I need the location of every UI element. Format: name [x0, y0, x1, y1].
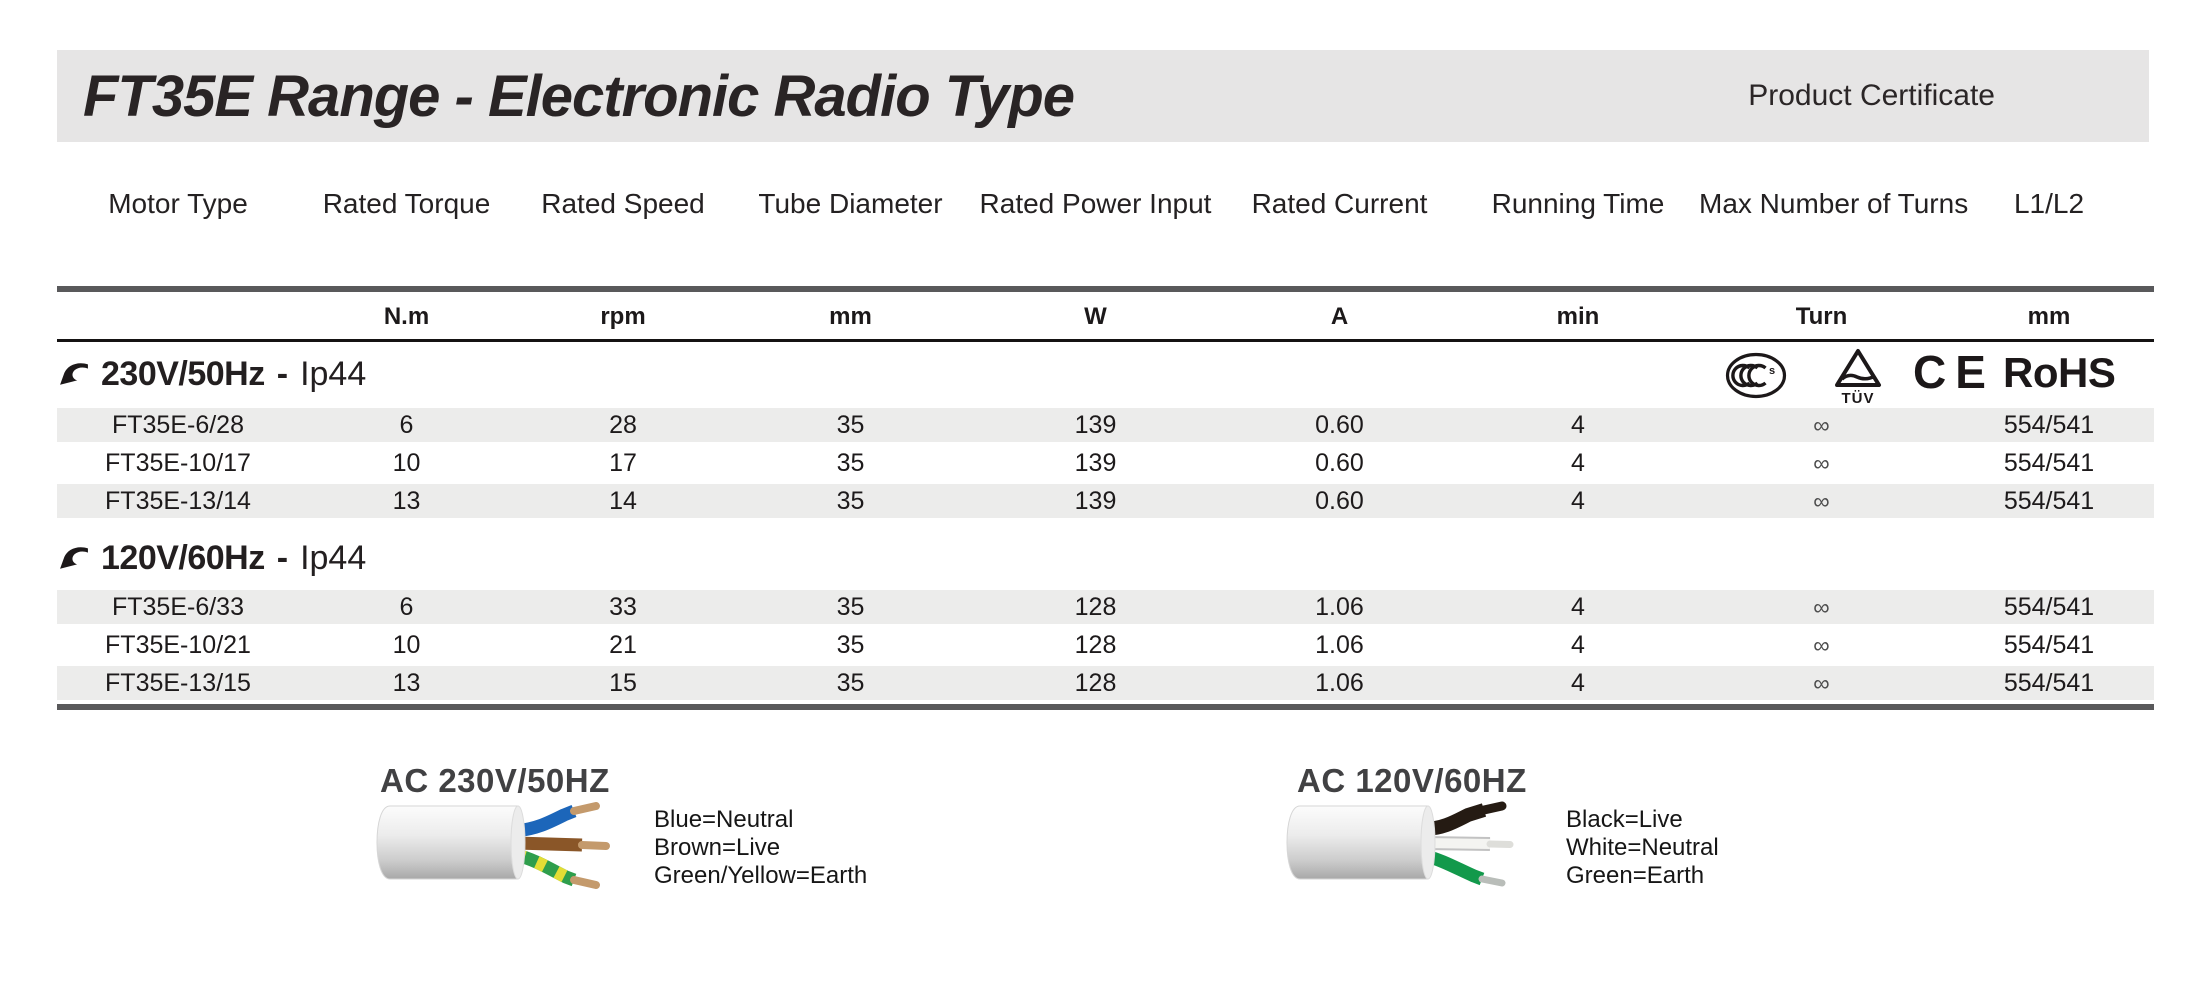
speed-cell: 17 — [609, 448, 637, 477]
torque-cell: 10 — [392, 448, 421, 477]
turns-infinity-cell: ∞ — [1813, 593, 1830, 620]
turns-infinity-cell: ∞ — [1813, 487, 1830, 514]
current-cell: 0.60 — [1315, 448, 1364, 477]
unit-speed: rpm — [600, 303, 646, 330]
unit-time: min — [1556, 303, 1600, 330]
diameter-cell: 35 — [836, 630, 865, 659]
time-cell: 4 — [1571, 486, 1585, 515]
legend-line-green-yellow-earth: Green/Yellow=Earth — [654, 862, 868, 889]
ccc-mark-icon — [1725, 352, 1787, 404]
section-dash: - — [276, 354, 289, 393]
section-voltage-label: 230V/50Hz — [101, 354, 265, 393]
column-header-rated-current: Rated Current — [1251, 188, 1428, 219]
section-header-120v — [57, 532, 2154, 584]
speed-cell: 21 — [609, 630, 637, 659]
table-rows-120v — [57, 590, 2154, 700]
time-cell: 4 — [1571, 668, 1585, 697]
rohs-mark-icon: RoHS — [2003, 349, 2116, 396]
current-cell: 0.60 — [1315, 410, 1364, 439]
header-bar — [57, 50, 2149, 142]
time-cell: 4 — [1571, 448, 1585, 477]
diameter-cell: 35 — [836, 668, 865, 697]
speed-cell: 33 — [609, 592, 637, 621]
current-cell: 1.06 — [1315, 630, 1364, 659]
legend-line-black-live: Black=Live — [1566, 806, 1683, 833]
product-certificate-label: Product Certificate — [1748, 79, 1995, 112]
current-cell: 1.06 — [1315, 668, 1364, 697]
turns-infinity-cell: ∞ — [1813, 669, 1830, 696]
speed-cell: 28 — [609, 410, 637, 439]
diameter-cell: 35 — [836, 486, 865, 515]
l1-l2-cell: 554/541 — [2003, 668, 2095, 697]
diameter-cell: 35 — [836, 592, 865, 621]
ce-mark-icon: CE — [1913, 346, 1995, 398]
l1-l2-cell: 554/541 — [2003, 410, 2095, 439]
turns-infinity-cell: ∞ — [1813, 411, 1830, 438]
motor-type-cell: FT35E-6/33 — [111, 592, 244, 621]
motor-type-cell: FT35E-6/28 — [111, 410, 244, 439]
wiring-legend-120v — [1566, 806, 1719, 890]
section-title-120v — [59, 532, 366, 584]
section-protection-label: Ip44 — [300, 354, 367, 393]
current-cell: 0.60 — [1315, 486, 1364, 515]
legend-line-brown-live: Brown=Live — [654, 834, 781, 861]
torque-cell: 6 — [399, 410, 414, 439]
l1-l2-cell: 554/541 — [2003, 486, 2095, 515]
table-top-rule — [57, 286, 2154, 292]
power-cell: 139 — [1074, 448, 1117, 477]
page-title: FT35E Range - Electronic Radio Type — [83, 63, 1074, 129]
column-header-motor-type: Motor Type — [108, 188, 248, 219]
torque-cell: 13 — [392, 486, 421, 515]
table-row — [57, 628, 2154, 662]
cable-diagram-230v-icon — [372, 799, 624, 896]
l1-l2-cell: 554/541 — [2003, 630, 2095, 659]
motor-type-cell: FT35E-13/14 — [105, 486, 251, 515]
tuv-mark-label: TÜV — [1841, 390, 1875, 407]
units-bottom-rule — [57, 339, 2154, 342]
column-header-tube-diameter: Tube Diameter — [758, 188, 943, 219]
turns-infinity-cell: ∞ — [1813, 631, 1830, 658]
table-row — [57, 408, 2154, 442]
column-header-rated-power-input: Rated Power Input — [979, 188, 1212, 219]
column-header-l1-l2: L1/L2 — [2013, 188, 2085, 219]
legend-line-green-earth: Green=Earth — [1566, 862, 1705, 889]
power-cell: 128 — [1074, 668, 1117, 697]
turns-infinity-cell: ∞ — [1813, 449, 1830, 476]
wiring-title-120v: AC 120V/60HZ — [1297, 762, 1527, 799]
cable-diagram-120v-icon — [1282, 799, 1534, 896]
speed-cell: 14 — [609, 486, 637, 515]
wiring-legend-230v — [654, 806, 867, 890]
l1-l2-cell: 554/541 — [2003, 448, 2095, 477]
unit-torque: N.m — [383, 303, 430, 330]
unit-turns: Turn — [1795, 303, 1848, 330]
motor-type-cell: FT35E-10/21 — [105, 630, 251, 659]
table-row — [57, 446, 2154, 480]
legend-line-blue-neutral: Blue=Neutral — [654, 806, 794, 833]
unit-current: A — [1330, 303, 1349, 330]
diameter-cell: 35 — [836, 410, 865, 439]
table-units-row — [57, 298, 2154, 336]
section-arrow-icon — [59, 544, 89, 572]
table-bottom-rule — [57, 704, 2154, 710]
wiring-title-230v: AC 230V/50HZ — [380, 762, 610, 799]
table-column-headers — [57, 184, 2154, 224]
time-cell: 4 — [1571, 592, 1585, 621]
column-header-rated-torque: Rated Torque — [322, 188, 491, 219]
table-row — [57, 666, 2154, 700]
unit-l1-l2: mm — [2027, 303, 2071, 330]
table-row — [57, 590, 2154, 624]
power-cell: 128 — [1074, 630, 1117, 659]
column-header-rated-speed: Rated Speed — [541, 188, 705, 219]
tuv-mark-icon — [1827, 348, 1889, 407]
legend-line-white-neutral: White=Neutral — [1566, 834, 1719, 861]
ccc-s-letter: s — [1769, 365, 1776, 377]
section-dash: - — [276, 538, 289, 577]
section-protection-label: Ip44 — [300, 538, 367, 577]
diameter-cell: 35 — [836, 448, 865, 477]
column-header-running-time: Running Time — [1491, 188, 1665, 219]
table-rows-230v — [57, 408, 2154, 518]
power-cell: 139 — [1074, 410, 1117, 439]
unit-power: W — [1084, 303, 1107, 330]
torque-cell: 6 — [399, 592, 414, 621]
table-row — [57, 484, 2154, 518]
torque-cell: 10 — [392, 630, 421, 659]
current-cell: 1.06 — [1315, 592, 1364, 621]
time-cell: 4 — [1571, 410, 1585, 439]
motor-type-cell: FT35E-10/17 — [105, 448, 251, 477]
section-header-230v — [57, 346, 2154, 407]
motor-type-cell: FT35E-13/15 — [105, 668, 251, 697]
l1-l2-cell: 554/541 — [2003, 592, 2095, 621]
power-cell: 139 — [1074, 486, 1117, 515]
power-cell: 128 — [1074, 592, 1117, 621]
torque-cell: 13 — [392, 668, 421, 697]
speed-cell: 15 — [609, 668, 637, 697]
section-voltage-label: 120V/60Hz — [101, 538, 265, 577]
certification-marks — [57, 346, 2154, 407]
column-header-max-turns: Max Number of Turns — [1699, 188, 1969, 219]
time-cell: 4 — [1571, 630, 1585, 659]
unit-diameter: mm — [829, 303, 872, 330]
